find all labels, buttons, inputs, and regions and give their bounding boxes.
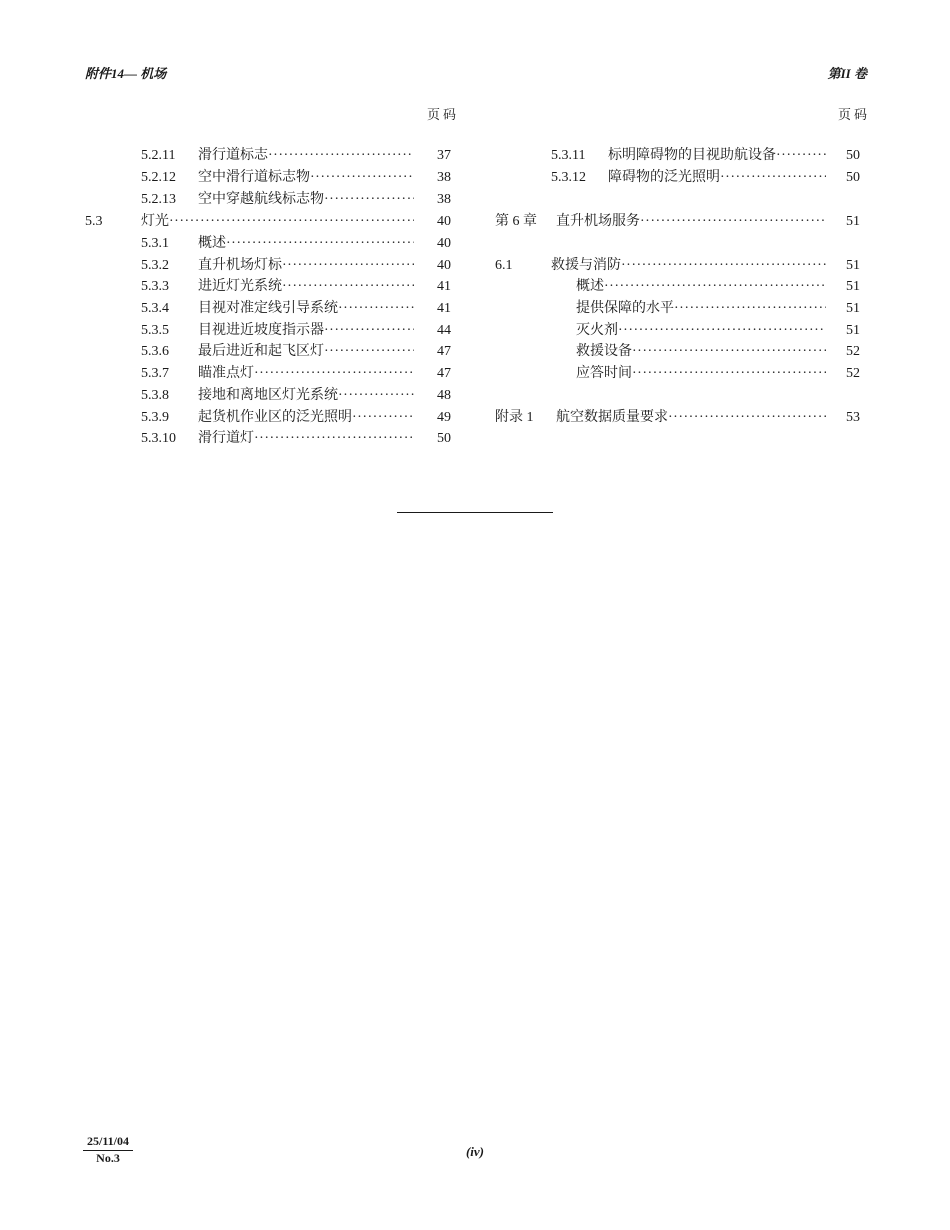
toc-entry-page: 51 — [846, 323, 860, 338]
section-divider — [397, 512, 553, 513]
toc-entry-page: 40 — [437, 258, 451, 273]
toc-entry-title — [576, 277, 826, 297]
toc-entry-title-text: 障碍物的泛光照明 — [608, 170, 720, 185]
toc-entry[interactable] — [0, 212, 950, 232]
toc-entry-title-text: 空中穿越航线标志物 — [198, 192, 324, 207]
toc-entry-number: 5.2.12 — [141, 170, 176, 185]
toc-entry-title-text: 瞄准点灯 — [198, 366, 254, 381]
toc-entry-number: 5.3.3 — [141, 279, 169, 294]
toc-entry[interactable] — [0, 342, 950, 362]
toc-entry-title-text: 滑行道灯 — [198, 431, 254, 446]
toc-entry-number: 5.3.12 — [551, 170, 586, 185]
toc-entry-title-text: 直升机场服务 — [556, 214, 640, 229]
toc-entry-title-text: 救援与消防 — [551, 258, 621, 273]
toc-entry-number: 5.3.11 — [551, 148, 586, 163]
page-column-label-right: 页码 — [838, 107, 871, 122]
toc-entry-title — [198, 386, 414, 406]
toc-entry-page: 47 — [437, 366, 451, 381]
toc-entry-page: 48 — [437, 388, 451, 403]
toc-entry-page: 53 — [846, 410, 860, 425]
toc-entry-title — [198, 190, 414, 210]
toc-entry-page: 51 — [846, 214, 860, 229]
page-number: (iv) — [465, 1144, 485, 1159]
toc-entry-page: 51 — [846, 301, 860, 316]
toc-entry-page: 50 — [437, 431, 451, 446]
toc-entry-page: 50 — [846, 148, 860, 163]
toc-entry-title-text: 概述 — [198, 236, 226, 251]
running-header-right: 第II 卷 — [827, 66, 867, 81]
toc-entry[interactable] — [0, 299, 950, 319]
toc-entry-title-text: 最后进近和起飞区灯 — [198, 344, 324, 359]
toc-entry-title-text: 概述 — [576, 279, 604, 294]
footer-number: No.3 — [96, 1151, 120, 1165]
toc-entry[interactable] — [0, 429, 950, 449]
toc-entry-number: 5.3 — [85, 214, 103, 229]
toc-entry[interactable] — [0, 321, 950, 341]
toc-entry-title-text: 滑行道标志 — [198, 148, 268, 163]
toc-entry-page: 40 — [437, 236, 451, 251]
toc-entry-title — [198, 429, 414, 449]
toc-entry[interactable] — [0, 386, 950, 406]
toc-entry-number: 5.3.2 — [141, 258, 169, 273]
toc-entry[interactable] — [0, 190, 950, 210]
toc-entry-title — [556, 212, 826, 232]
toc-entry-title-text: 提供保障的水平 — [576, 301, 674, 316]
toc-entry-page: 41 — [437, 301, 451, 316]
toc-entry-number: 5.3.8 — [141, 388, 169, 403]
toc-entry-title — [576, 364, 826, 384]
toc-entry-title — [198, 234, 414, 254]
toc-entry-title-text: 起货机作业区的泛光照明 — [198, 410, 352, 425]
toc-entry-number: 6.1 — [495, 258, 513, 273]
toc-entry-title-text: 进近灯光系统 — [198, 279, 282, 294]
toc-entry-title-text: 空中滑行道标志物 — [198, 170, 310, 185]
toc-entry[interactable] — [0, 364, 950, 384]
toc-entry-page: 52 — [846, 344, 860, 359]
toc-entry-title-text: 灯光 — [141, 214, 169, 229]
toc-entry-title — [551, 256, 826, 276]
toc-entry[interactable] — [0, 146, 950, 166]
toc-entry-page: 50 — [846, 170, 860, 185]
toc-entry-title-text: 航空数据质量要求 — [556, 410, 668, 425]
toc-entry-title-text: 应答时间 — [576, 366, 632, 381]
toc-entry-title-text: 目视对准定线引导系统 — [198, 301, 338, 316]
toc-entry-title-text: 救援设备 — [576, 344, 632, 359]
toc-entry-title-text: 目视进近坡度指示器 — [198, 323, 324, 338]
toc-entry-number: 5.2.13 — [141, 192, 176, 207]
toc-entry-title-text: 标明障碍物的目视助航设备 — [608, 148, 776, 163]
toc-entry-page: 38 — [437, 170, 451, 185]
toc-entry-number: 5.3.4 — [141, 301, 169, 316]
toc-entry-page: 41 — [437, 279, 451, 294]
toc-entry-page: 44 — [437, 323, 451, 338]
toc-entry-page: 52 — [846, 366, 860, 381]
toc-entry[interactable] — [0, 234, 950, 254]
toc-entry-number: 附录 1 — [495, 410, 534, 425]
toc-entry-number: 5.3.9 — [141, 410, 169, 425]
toc-entry[interactable] — [0, 256, 950, 276]
toc-entry-number: 5.3.1 — [141, 236, 169, 251]
toc-entry-number: 5.3.5 — [141, 323, 169, 338]
toc-entry-page: 40 — [437, 214, 451, 229]
toc-entry-title — [556, 408, 826, 428]
toc-entry-page: 47 — [437, 344, 451, 359]
page-column-label-left: 页码 — [427, 107, 460, 122]
toc-entry-title — [608, 168, 826, 188]
toc-entry-page: 38 — [437, 192, 451, 207]
toc-entry[interactable] — [0, 168, 950, 188]
toc-entry-title — [576, 299, 826, 319]
running-header-left: 附件14— 机场 — [85, 66, 167, 81]
toc-entry-page: 37 — [437, 148, 451, 163]
toc-entry-number: 5.2.11 — [141, 148, 176, 163]
footer-date: 25/11/04 — [83, 1134, 133, 1151]
toc-entry-number: 5.3.6 — [141, 344, 169, 359]
toc-entry-title — [576, 321, 826, 341]
toc-entry[interactable] — [0, 277, 950, 297]
toc-entry-title-text: 直升机场灯标 — [198, 258, 282, 273]
toc-entry-number: 5.3.10 — [141, 431, 176, 446]
toc-entry[interactable] — [0, 408, 950, 428]
toc-entry-page: 51 — [846, 279, 860, 294]
toc-entry-page: 49 — [437, 410, 451, 425]
footer-date-block — [83, 1134, 133, 1166]
toc-entry-title-text: 接地和离地区灯光系统 — [198, 388, 338, 403]
toc-entry-number: 第 6 章 — [495, 214, 537, 229]
toc-entry-page: 51 — [846, 258, 860, 273]
toc-entry-number: 5.3.7 — [141, 366, 169, 381]
toc-entry-title — [608, 146, 826, 166]
toc-entry-title — [576, 342, 826, 362]
toc-entry-title-text: 灭火剂 — [576, 323, 618, 338]
